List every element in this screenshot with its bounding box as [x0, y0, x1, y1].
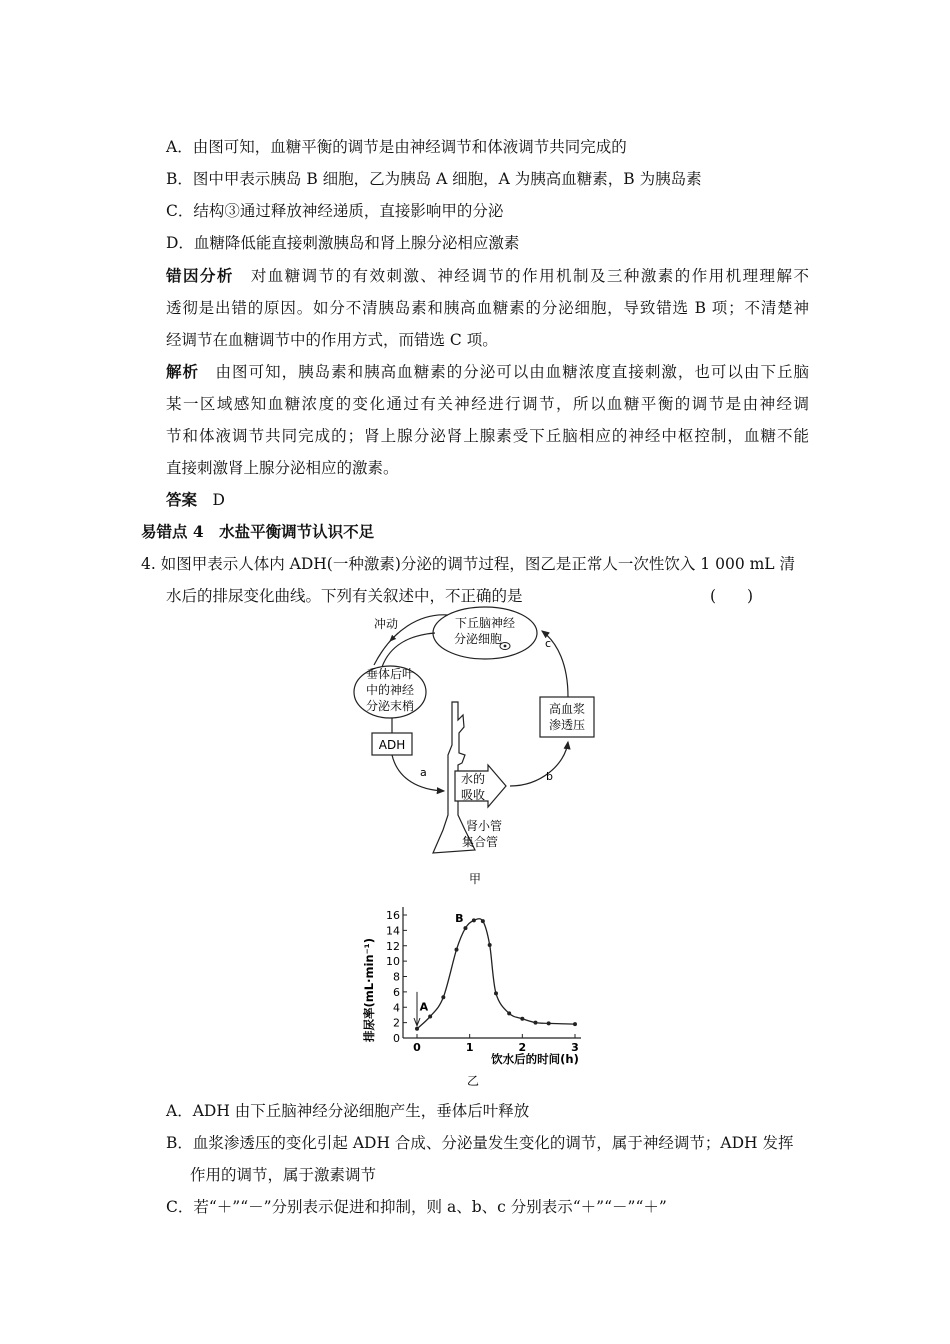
hypothalamus-label-2: 分泌细胞 [453, 632, 503, 646]
chart-y-tick-label: 0 [393, 1032, 400, 1045]
chart-x-tick-label: 2 [518, 1041, 527, 1054]
q4-option-a: A．ADH 由下丘脑神经分泌细胞产生，垂体后叶释放 [166, 1102, 530, 1120]
chart-data-point [534, 1021, 538, 1025]
answer-value: D [212, 491, 225, 509]
q3-option-a: A．由图可知，血糖平衡的调节是由神经调节和体液调节共同完成的 [166, 138, 627, 156]
error-analysis-label: 错因分析 [166, 266, 234, 285]
chart-data-point [520, 1017, 524, 1021]
chart-data-point [507, 1011, 511, 1015]
chart-y-tick-label: 12 [386, 939, 400, 953]
arrow-a [392, 755, 444, 791]
chart-ylabel: 排尿率(mL·min⁻¹) [362, 938, 376, 1042]
error-analysis-line-1: 错因分析 对血糖调节的有效刺激、神经调节的作用机制及三种激素的作用机理理解不 [166, 266, 809, 285]
impulse-label: 冲动 [374, 617, 399, 631]
chart-y-tick-label: 14 [386, 924, 400, 938]
diagram-jia-caption: 甲 [468, 872, 482, 886]
chart-data-point [472, 918, 476, 922]
q3-option-c: C．结构③通过释放神经递质，直接影响甲的分泌 [166, 202, 504, 220]
chart-data-point [547, 1021, 551, 1025]
arrow-c-label: c [545, 637, 552, 650]
chart-annotation-label: A [419, 1000, 429, 1014]
chart-yi [355, 895, 595, 1090]
q3-option-b: B．图中甲表示胰岛 B 细胞，乙为胰岛 A 细胞，A 为胰高血糖素，B 为胰岛素 [166, 170, 702, 188]
chart-x-tick-label: 1 [465, 1041, 474, 1054]
pituitary-label-3: 分泌末梢 [365, 699, 415, 713]
chart-y-tick-label: 4 [393, 1001, 400, 1015]
answer-bracket: ( ) [710, 587, 754, 605]
chart-data-point [428, 1014, 432, 1018]
q4-stem-line-2: 水后的排尿变化曲线。下列有关叙述中，不正确的是 [166, 587, 523, 605]
high-pressure-label-1: 高血浆 [548, 702, 586, 716]
analysis-line-2: 某一区域感知血糖浓度的变化通过有关神经进行调节，所以血糖平衡的调节是由神经调 [166, 395, 809, 413]
water-absorb-label-2: 吸收 [460, 788, 486, 802]
arrow-b-label: b [546, 770, 553, 783]
pituitary-label-2: 中的神经 [365, 683, 415, 697]
analysis-label: 解析 [166, 362, 200, 381]
kidney-label-1: 肾小管 [466, 819, 503, 833]
adh-label: ADH [378, 738, 406, 752]
q4-option-b-line-1: B．血浆渗透压的变化引起 ADH 合成、分泌量发生变化的调节，属于神经调节；ADH 发挥 [166, 1134, 794, 1152]
chart-caption: 乙 [466, 1074, 480, 1088]
chart-annotations [420, 912, 464, 1013]
analysis-line-1: 解析 由图可知，胰岛素和胰高血糖素的分泌可以由血糖浓度直接刺激，也可以由下丘脑 [166, 362, 809, 381]
hypothalamus-label-1: 下丘脑神经 [454, 616, 516, 630]
chart-y-tick-label: 8 [393, 970, 400, 984]
analysis-line-4: 直接刺激肾上腺分泌相应的激素。 [166, 459, 399, 477]
error-analysis-line-3: 经调节在血糖调节中的作用方式，而错选 C 项。 [166, 331, 498, 349]
chart-x-tick-label: 3 [571, 1041, 579, 1054]
chart-xlabel: 饮水后的时间(h) [491, 1052, 579, 1066]
error-analysis-line-2: 透彻是出错的原因。如分不清胰岛素和胰高血糖素的分泌细胞，导致错选 B 项；不清楚神 [166, 299, 809, 317]
section-heading: 易错点 4 水盐平衡调节认识不足 [141, 522, 375, 541]
diagram-jia [340, 605, 630, 890]
chart-y-tick-label: 6 [393, 985, 400, 999]
analysis-line-3: 节和体液调节共同完成的；肾上腺分泌肾上腺素受下丘脑相应的神经中枢控制，血糖不能 [166, 427, 809, 445]
chart-data-point [481, 919, 485, 923]
chart-data-point [494, 991, 498, 995]
chart-data-point [573, 1022, 577, 1026]
arrow-a-label: a [420, 766, 427, 779]
chart-data-point [415, 1027, 419, 1031]
q4-option-c: C．若“＋”“－”分别表示促进和抑制，则 a、b、c 分别表示“＋”“－”“＋” [166, 1198, 667, 1216]
q3-option-d: D．血糖降低能直接刺激胰岛和肾上腺分泌相应激素 [166, 234, 520, 252]
chart-annotation-label: B [455, 912, 464, 926]
chart-x-tick-label: 0 [413, 1041, 421, 1054]
chart-ticks [386, 909, 579, 1054]
answer-label: 答案 [166, 490, 198, 509]
q4-option-b-line-2: 作用的调节，属于激素调节 [190, 1166, 377, 1184]
arrow-b [510, 742, 568, 786]
answer [166, 490, 225, 510]
chart-data-point [488, 943, 492, 947]
chart-points [415, 918, 577, 1030]
chart-y-tick-label: 16 [386, 909, 400, 922]
pituitary-label-1: 垂体后叶 [365, 667, 415, 681]
chart-series-line [417, 919, 575, 1029]
high-pressure-label-2: 渗透压 [548, 718, 586, 732]
water-absorb-label-1: 水的 [460, 772, 486, 786]
chart-data-point [463, 926, 467, 930]
chart-data-point [441, 995, 445, 999]
q4-stem-line-1: 4. 如图甲表示人体内 ADH(一种激素)分泌的调节过程，图乙是正常人一次性饮入 1 000 mL 清 [141, 555, 796, 573]
chart-y-tick-label: 10 [386, 955, 400, 969]
impulse-arrow [390, 633, 398, 641]
chart-y-tick-label: 2 [393, 1016, 400, 1030]
chart-data-point [455, 948, 459, 952]
nucleus-dot-icon [504, 645, 507, 648]
kidney-label-2: 集合管 [462, 835, 499, 849]
